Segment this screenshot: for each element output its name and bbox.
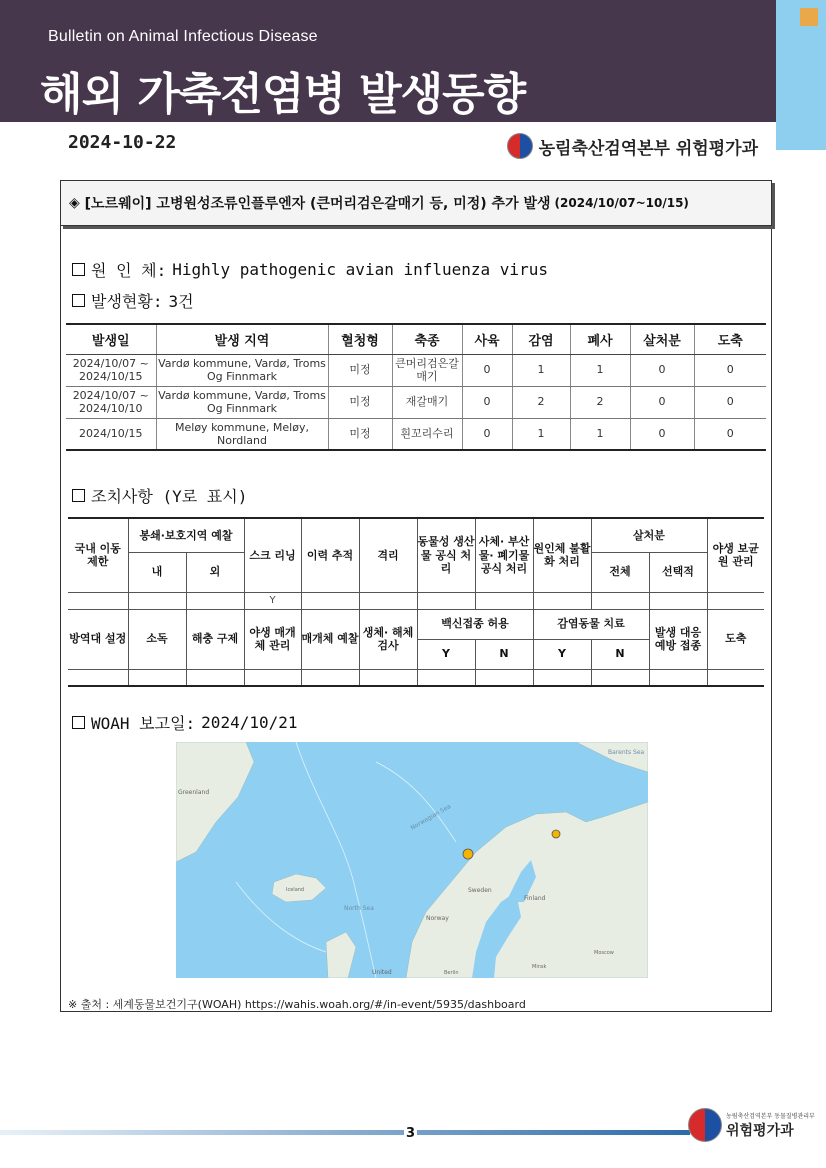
pathogen-label: 원 인 체:: [91, 261, 167, 280]
cell: [68, 669, 128, 686]
headline-text: [노르웨이] 고병원성조류인플루엔자 (큰머리검은갈매기 등, 미정) 추가 발생: [84, 196, 551, 212]
cell: 0: [462, 354, 512, 386]
vector-surv-header: 매개체 예찰: [301, 609, 359, 669]
map-label: North Sea: [344, 905, 374, 912]
table-row: [66, 386, 766, 418]
taegeuk-logo-icon: [507, 133, 533, 159]
sampling-header: 생체· 해체 검사: [359, 609, 417, 669]
map-svg: [176, 742, 648, 978]
measures-table: [68, 517, 764, 687]
uk-landmass: [326, 932, 356, 978]
status-label: 발생현황:: [91, 292, 163, 311]
cell: [359, 592, 417, 609]
cell: [649, 669, 707, 686]
status-value: 3건: [168, 292, 194, 311]
woah-label: WOAH 보고일:: [91, 714, 196, 733]
cell: 0: [462, 418, 512, 450]
carcass-header: 사체· 부산물· 폐기물 공식 처리: [475, 518, 533, 592]
cell: [591, 592, 649, 609]
cull-sel-header: 선택적: [649, 552, 707, 592]
trace-header: 이력 추적: [301, 518, 359, 592]
measures-value-row-2: [68, 669, 764, 686]
culling-header: 살처분: [591, 518, 707, 552]
cell: 2024/10/07 ~ 2024/10/10: [66, 386, 156, 418]
side-accent-square: [800, 8, 818, 26]
map-label: Norwegian Sea: [409, 803, 453, 832]
measures-header-row-1: [68, 518, 764, 552]
vaccine-n-header: N: [475, 639, 533, 669]
cell: Vardø kommune, Vardø, Troms Og Finnmark: [156, 386, 328, 418]
cell: 2024/10/07 ~ 2024/10/15: [66, 354, 156, 386]
zone-in-header: 내: [128, 552, 186, 592]
col-header: 살처분: [630, 324, 694, 354]
cell: 미정: [328, 386, 392, 418]
treatment-y-header: Y: [533, 639, 591, 669]
cell: 0: [694, 418, 766, 450]
measures-header-row-3: [68, 609, 764, 639]
products-header: 동물성 생산물 공식 처리: [417, 518, 475, 592]
cell: [301, 669, 359, 686]
checkbox-square-icon: [72, 294, 85, 307]
cell: 큰머리검은갈매기: [392, 354, 462, 386]
woah-line: [72, 711, 298, 734]
page-header: [0, 0, 776, 168]
zoning-header: 방역대 설정: [68, 609, 128, 669]
treatment-n-header: N: [591, 639, 649, 669]
footer-logo: [688, 1108, 815, 1142]
vaccine-y-header: Y: [417, 639, 475, 669]
cell: 0: [694, 354, 766, 386]
map-label: Norway: [426, 915, 449, 922]
issue-date: 2024-10-22: [68, 132, 177, 153]
zone-header: 봉쇄·보호지역 예찰: [128, 518, 244, 552]
eez-line: [376, 762, 456, 842]
cell: Y: [244, 592, 301, 609]
cell: 0: [630, 386, 694, 418]
map-label: Barents Sea: [608, 749, 645, 756]
wild-vector-header: 야생 매개체 관리: [244, 609, 301, 669]
cell: [68, 592, 128, 609]
map-label: Berlin: [444, 970, 459, 976]
taegeuk-logo-icon: [688, 1108, 722, 1142]
page-number: 3: [406, 1126, 416, 1141]
pathogen-value: Highly pathogenic avian influenza virus: [172, 260, 548, 279]
cell: [128, 592, 186, 609]
col-header: 폐사: [570, 324, 630, 354]
map-label: Greenland: [178, 789, 210, 796]
measures-line: [72, 484, 247, 507]
headline-period: (2024/10/07~10/15): [554, 196, 689, 210]
measures-value-row-1: [68, 592, 764, 609]
cell: 0: [462, 386, 512, 418]
map-label: Iceland: [286, 887, 305, 893]
outbreak-table: [66, 323, 766, 451]
cell: 2: [570, 386, 630, 418]
col-header: 도축: [694, 324, 766, 354]
pathogen-line: [72, 258, 548, 281]
cell: [533, 592, 591, 609]
map-label: Minsk: [532, 964, 547, 970]
source-note: ※ 출처 : 세계동물보건기구(WOAH) https://wahis.woah.org/#/in-event/5935/dashboard: [68, 998, 526, 1011]
table-row: [66, 354, 766, 386]
cell: [591, 669, 649, 686]
cell: 1: [512, 354, 570, 386]
page-title: 해외 가축전염병 발생동향: [40, 69, 526, 120]
org-name: [507, 133, 758, 159]
outbreak-header-row: [66, 324, 766, 354]
footer-gradient-line: [0, 1130, 690, 1135]
cell: [244, 669, 301, 686]
inactivation-header: 원인체 불활화 처리: [533, 518, 591, 592]
cell: [359, 669, 417, 686]
vaccine-header: 백신접종 허용: [417, 609, 533, 639]
map-label: Finland: [524, 895, 546, 902]
cell: 2024/10/15: [66, 418, 156, 450]
cell: [417, 669, 475, 686]
cell: [533, 669, 591, 686]
col-header: 발생 지역: [156, 324, 328, 354]
outbreak-marker: [463, 849, 473, 859]
cell: 0: [630, 418, 694, 450]
novaya-landmass: [576, 742, 648, 772]
table-row: [66, 418, 766, 450]
woah-value: 2024/10/21: [201, 713, 298, 732]
map-label: Moscow: [594, 950, 614, 956]
cell: [186, 669, 244, 686]
zone-out-header: 외: [186, 552, 244, 592]
cell: [707, 669, 764, 686]
cell: [707, 592, 764, 609]
cell: 1: [512, 418, 570, 450]
col-header: 혈청형: [328, 324, 392, 354]
col-header: 발생일: [66, 324, 156, 354]
measures-title: 조치사항 (Y로 표시): [91, 487, 248, 506]
slaughter-header: 도축: [707, 609, 764, 669]
screening-header: 스크 리닝: [244, 518, 301, 592]
cell: 재갈매기: [392, 386, 462, 418]
pest-header: 해충 구제: [186, 609, 244, 669]
cell: 0: [694, 386, 766, 418]
disinfect-header: 소독: [128, 609, 186, 669]
org-label: 농림축산검역본부 위험평가과: [538, 138, 758, 159]
footer-org-small: 농림축산검역본부 동물질병관리부: [726, 1112, 815, 1120]
greenland-landmass: [176, 742, 254, 862]
cell: [186, 592, 244, 609]
outbreak-map: [176, 742, 648, 978]
checkbox-square-icon: [72, 489, 85, 502]
headline-box: [60, 180, 772, 226]
cell: [475, 592, 533, 609]
cell: 2: [512, 386, 570, 418]
cell: Vardø kommune, Vardø, Troms Og Finnmark: [156, 354, 328, 386]
cell: 미정: [328, 418, 392, 450]
cell: [417, 592, 475, 609]
quarantine-header: 격리: [359, 518, 417, 592]
cell: [128, 669, 186, 686]
checkbox-square-icon: [72, 263, 85, 276]
footer-org-big: 위험평가과: [726, 1122, 794, 1139]
domestic-header: 국내 이동 제한: [68, 518, 128, 592]
wildlife-header: 야생 보균원 관리: [707, 518, 764, 592]
cell: [475, 669, 533, 686]
cell: 미정: [328, 354, 392, 386]
treatment-header: 감염동물 치료: [533, 609, 649, 639]
col-header: 감염: [512, 324, 570, 354]
diamond-icon: ◈: [69, 195, 80, 211]
emergency-vacc-header: 발생 대응 예방 접종: [649, 609, 707, 669]
cell: 1: [570, 418, 630, 450]
cull-all-header: 전체: [591, 552, 649, 592]
outbreak-marker: [552, 830, 560, 838]
cell: 0: [630, 354, 694, 386]
cell: 1: [570, 354, 630, 386]
cell: [301, 592, 359, 609]
cell: Meløy kommune, Meløy, Nordland: [156, 418, 328, 450]
checkbox-square-icon: [72, 716, 85, 729]
col-header: 축종: [392, 324, 462, 354]
bulletin-title: Bulletin on Animal Infectious Disease: [48, 28, 318, 45]
map-label: Sweden: [468, 887, 492, 894]
map-label: United: [372, 969, 392, 976]
status-line: [72, 289, 194, 312]
cell: [649, 592, 707, 609]
cell: 흰꼬리수리: [392, 418, 462, 450]
col-header: 사육: [462, 324, 512, 354]
